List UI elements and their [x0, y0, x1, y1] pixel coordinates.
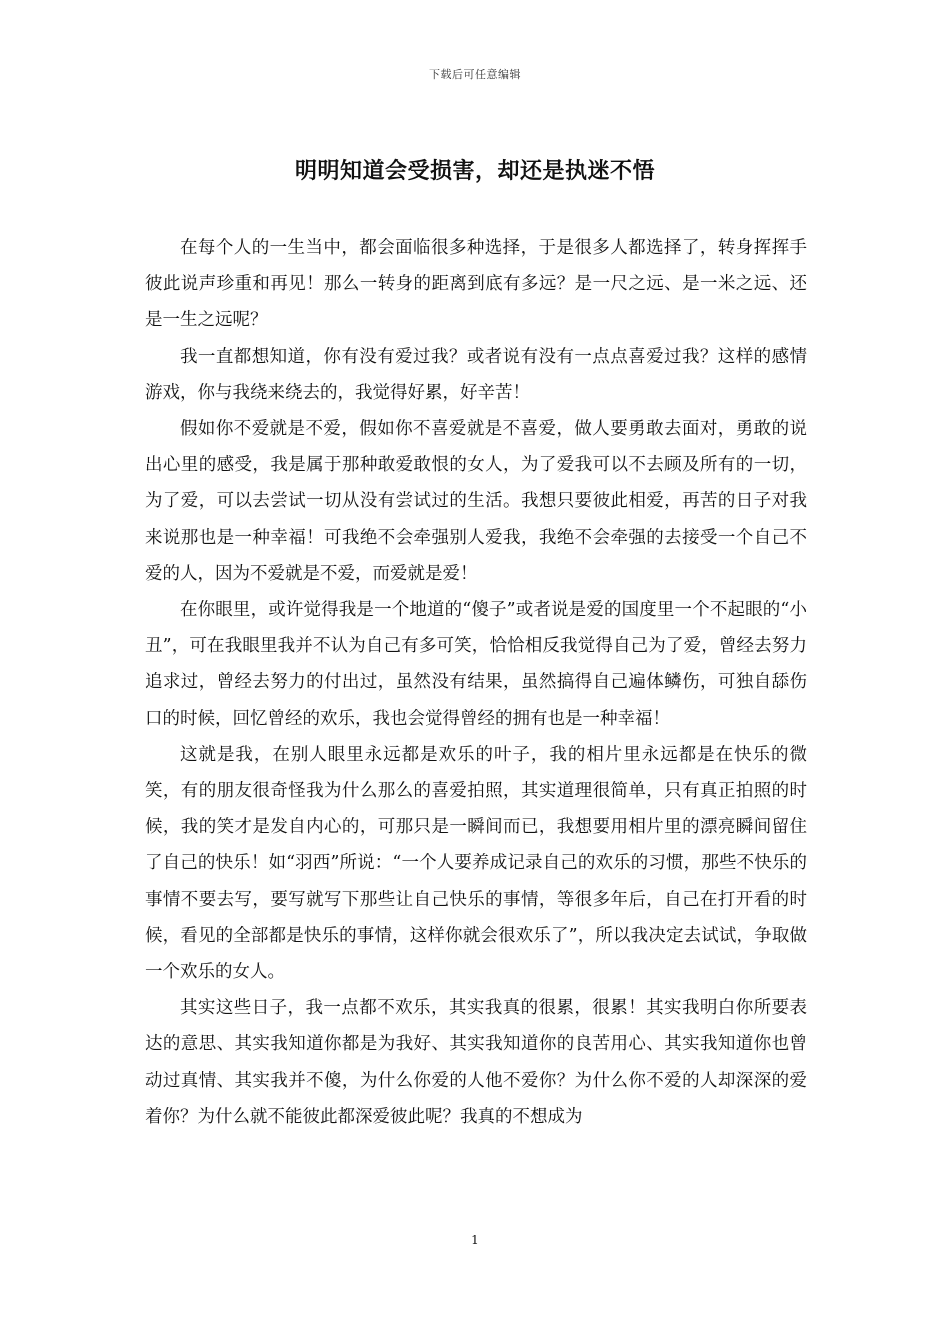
- page-number: 1: [471, 1233, 479, 1247]
- paragraph: 我一直都想知道，你有没有爱过我？或者说有没有一点点喜爱过我？这样的感情游戏，你与我绕来绕去的，我觉得好累，好辛苦！: [145, 346, 807, 403]
- paragraph: 假如你不爱就是不爱，假如你不喜爱就是不喜爱，做人要勇敢去面对，勇敢的说出心里的感受，我是属于那种敢爱敢恨的女人，为了爱我可以不去顾及所有的一切，为了爱，可以去尝试一切从没有尝试过的生活。我想只要彼此相爱，再苦的日子对我来说那也是一种幸福！可我绝不会牵强别人爱我，我绝不会牵强的去接受一个自己不爱的人，因为不爱就是不爱，而爱就是爱！: [145, 419, 807, 584]
- document-body: [145, 230, 807, 1135]
- paragraph: 这就是我，在别人眼里永远都是欢乐的叶子，我的相片里永远都是在快乐的微笑，有的朋友很奇怪我为什么那么的喜爱拍照，其实道理很简单，只有真正拍照的时候，我的笑才是发自内心的，可那只是一瞬间而已，我想要用相片里的漂亮瞬间留住了自己的快乐！如“羽西”所说：“一个人要养成记录自己的欢乐的习惯，那些不快乐的事情不要去写，要写就写下那些让自己快乐的事情，等很多年后，自己在打开看的时候，看见的全部都是快乐的事情，这样你就会很欢乐了”，所以我决定去试试，争取做一个欢乐的女人。: [145, 744, 807, 983]
- paragraph: 在你眼里，或许觉得我是一个地道的“傻子”或者说是爱的国度里一个不起眼的“小丑”，可在我眼里我并不认为自己有多可笑，恰恰相反我觉得自己为了爱，曾经去努力追求过，曾经去努力的付出过，虽然没有结果，虽然搞得自己遍体鳞伤，可独自舔伤口的时候，回忆曾经的欢乐，我也会觉得曾经的拥有也是一种幸福！: [145, 600, 807, 729]
- paragraph: 在每个人的一生当中，都会面临很多种选择，于是很多人都选择了，转身挥挥手彼此说声珍重和再见！那么一转身的距离到底有多远？是一尺之远、是一米之远、还是一生之远呢？: [145, 238, 807, 331]
- paragraph: 其实这些日子，我一点都不欢乐，其实我真的很累，很累！其实我明白你所要表达的意思、其实我知道你都是为我好、其实我知道你的良苦用心、其实我知道你也曾动过真情、其实我并不傻，为什么你爱的人他不爱你？为什么你不爱的人却深深的爱着你？为什么就不能彼此都深爱彼此呢？我真的不想成为: [145, 998, 807, 1127]
- page-header-note: 下载后可任意编辑: [429, 68, 521, 81]
- document-title: 明明知道会受损害，却还是执迷不悟: [294, 158, 655, 184]
